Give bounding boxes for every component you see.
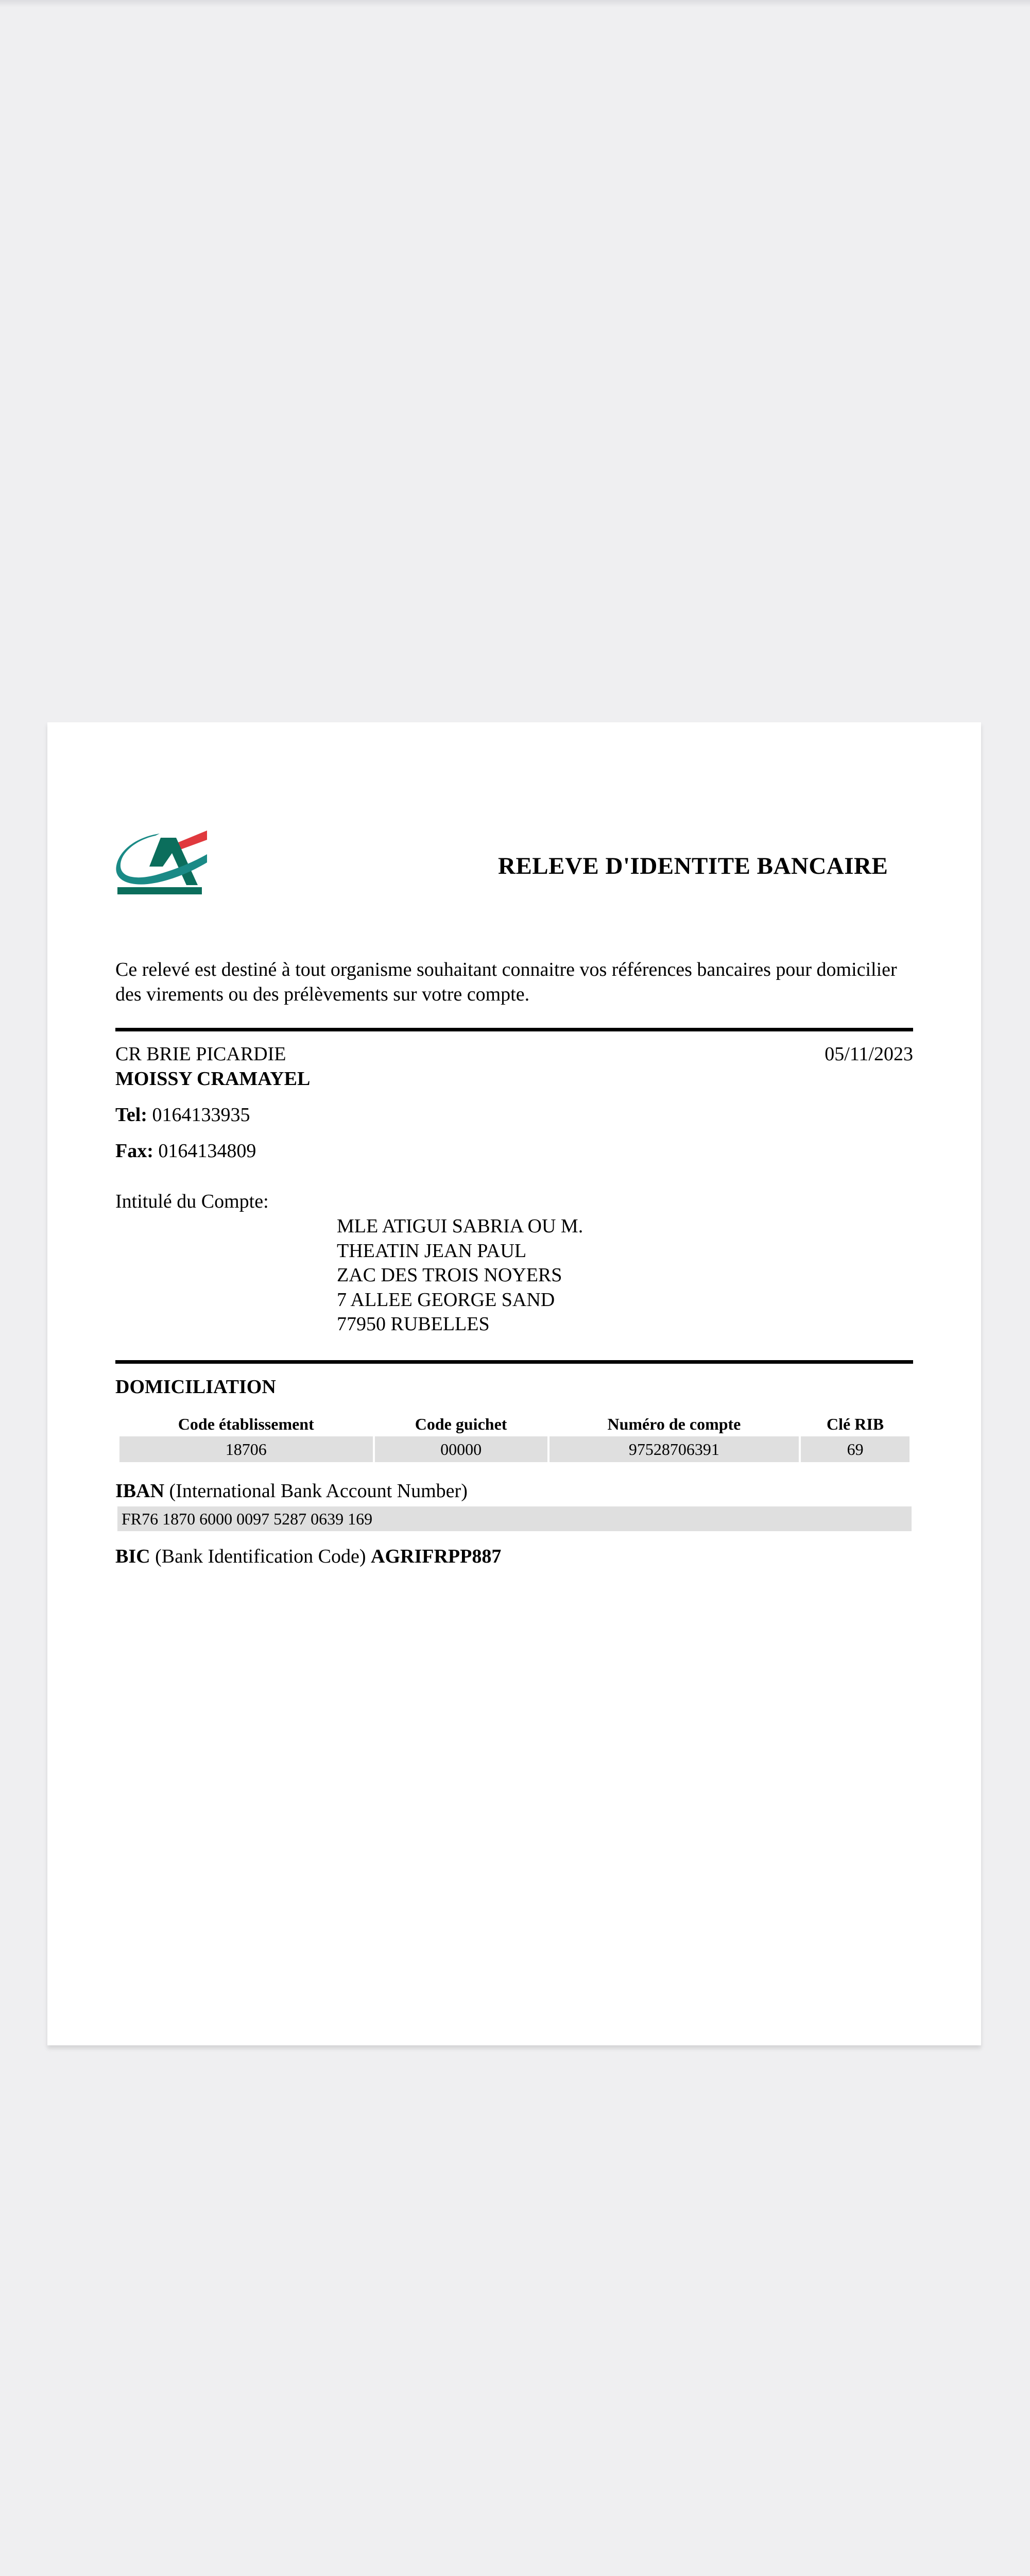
bic-label: BIC <box>115 1546 150 1567</box>
table-row <box>119 1436 909 1462</box>
iban-label <box>115 1480 468 1502</box>
branch-code-cell: 00000 <box>375 1436 547 1462</box>
viewer-top-shadow <box>0 0 1030 7</box>
bank-phone <box>115 1104 250 1126</box>
phone-label: Tel: <box>115 1104 147 1126</box>
rib-table <box>117 1413 912 1462</box>
intro-paragraph: Ce relevé est destiné à tout organisme souhaitant connaitre vos références bancaires pour domicilier des virements ou des prélèvements sur votre compte. <box>115 959 897 1005</box>
table-header-row <box>119 1413 909 1436</box>
iban-label-bold: IBAN <box>115 1480 165 1502</box>
phone-value: 0164133935 <box>152 1104 250 1126</box>
divider <box>115 1360 913 1364</box>
address-line: 77950 RUBELLES <box>337 1313 490 1335</box>
column-header: Clé RIB <box>827 1414 884 1433</box>
column-header: Code guichet <box>415 1414 507 1433</box>
rib-key-cell: 69 <box>801 1436 909 1462</box>
fax-label: Fax: <box>115 1140 153 1162</box>
document-date: 05/11/2023 <box>825 1043 913 1065</box>
bic-line <box>115 1545 501 1568</box>
document-page <box>47 722 981 2045</box>
column-header: Code établissement <box>178 1414 314 1433</box>
iban-value: FR76 1870 6000 0097 5287 0639 169 <box>117 1506 912 1531</box>
iban-description: (International Bank Account Number) <box>169 1480 468 1502</box>
bic-value: AGRIFRPP887 <box>371 1546 502 1567</box>
address-line: THEATIN JEAN PAUL <box>337 1240 527 1262</box>
domiciliation-heading: DOMICILIATION <box>115 1376 276 1398</box>
column-header: Numéro de compte <box>607 1414 741 1433</box>
bank-fax <box>115 1140 256 1162</box>
document-title: RELEVE D'IDENTITE BANCAIRE <box>498 853 888 879</box>
fax-value: 0164134809 <box>158 1140 256 1162</box>
divider <box>115 1028 913 1031</box>
account-number-cell: 97528706391 <box>550 1436 799 1462</box>
address-line: MLE ATIGUI SABRIA OU M. <box>337 1215 583 1237</box>
account-holder-address <box>337 1214 583 1337</box>
bank-agency: MOISSY CRAMAYEL <box>115 1068 311 1090</box>
bank-name: CR BRIE PICARDIE <box>115 1043 286 1065</box>
address-line: 7 ALLEE GEORGE SAND <box>337 1289 555 1311</box>
credit-agricole-logo-icon <box>115 824 208 895</box>
bank-code-cell: 18706 <box>119 1436 373 1462</box>
bic-description: (Bank Identification Code) <box>155 1546 366 1567</box>
account-holder-label: Intitulé du Compte: <box>115 1191 269 1212</box>
address-line: ZAC DES TROIS NOYERS <box>337 1264 562 1286</box>
